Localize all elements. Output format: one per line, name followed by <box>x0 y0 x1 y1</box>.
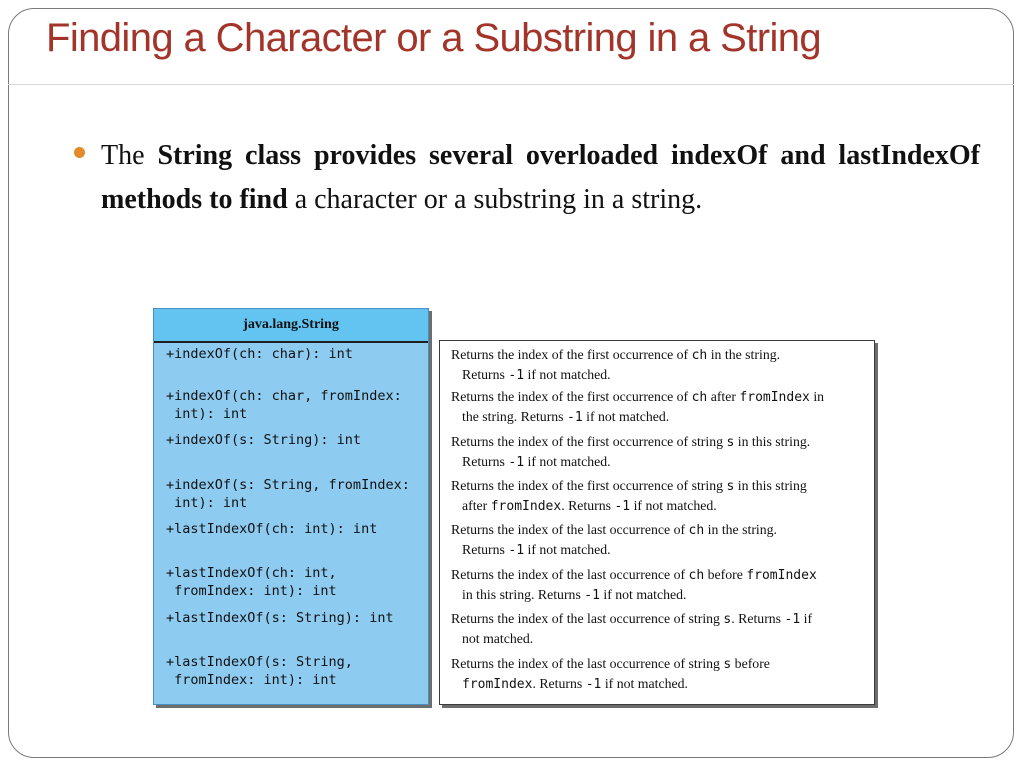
description-line: Returns the index of the last occurrence of ch before fromIndex <box>451 567 817 583</box>
code-token: -1 <box>784 612 801 627</box>
code-token: -1 <box>567 410 583 425</box>
bullet-tail: a character or a substring in a string. <box>287 184 703 215</box>
description-line: Returns the index of the first occurrence of string s in this string. <box>451 434 811 450</box>
description-line: Returns the index of the last occurrence of ch in the string. <box>451 522 777 538</box>
description-line: Returns the index of the first occurrence of ch after fromIndex in <box>451 389 825 405</box>
uml-method: +indexOf(ch: char): int <box>166 346 353 362</box>
method-description <box>451 654 871 694</box>
code-token: -1 <box>614 499 631 514</box>
code-token: ch <box>691 390 708 405</box>
method-description <box>451 520 871 560</box>
uml-method: +indexOf(s: String, fromIndex: int): int <box>166 477 410 511</box>
description-line: after fromIndex. Returns -1 if not matched. <box>462 498 717 514</box>
description-line: Returns -1 if not matched. <box>462 454 611 470</box>
uml-class-name: java.lang.String <box>154 309 428 343</box>
description-line: Returns the index of the first occurrence of ch in the string. <box>451 347 781 363</box>
code-token: ch <box>691 348 708 363</box>
uml-method: +lastIndexOf(s: String): int <box>166 610 394 626</box>
code-token: fromIndex <box>490 499 562 514</box>
description-line: the string. Returns -1 if not matched. <box>462 409 670 425</box>
method-descriptions <box>439 340 875 705</box>
code-token: -1 <box>508 543 525 558</box>
method-description <box>451 387 871 427</box>
method-description <box>451 345 871 385</box>
code-token: s <box>726 435 735 450</box>
code-token: fromIndex <box>462 677 533 692</box>
code-token: s <box>726 479 735 494</box>
code-token: ch <box>688 568 705 583</box>
bullet-dot-icon <box>74 147 85 158</box>
code-token: s <box>723 657 732 672</box>
description-line: Returns the index of the last occurrence of string s before <box>451 656 770 672</box>
method-description <box>451 565 871 605</box>
method-description <box>451 609 871 648</box>
title-divider <box>8 84 1014 85</box>
description-line: Returns -1 if not matched. <box>462 367 611 383</box>
bullet-text <box>101 134 980 222</box>
method-description <box>451 476 871 516</box>
uml-method: +lastIndexOf(ch: int): int <box>166 521 378 537</box>
slide-title: Finding a Character or a Substring in a String <box>46 16 822 60</box>
bullet-lead: The <box>101 140 158 171</box>
bullet-bold: String class provides several overloaded indexOf and lastIndexOf methods to find <box>101 140 981 215</box>
uml-method: +indexOf(ch: char, fromIndex: int): int <box>166 388 402 422</box>
code-token: fromIndex <box>746 568 817 583</box>
description-line: in this string. Returns -1 if not matched. <box>462 587 687 603</box>
method-description <box>451 432 871 472</box>
uml-class-diagram <box>153 308 429 705</box>
code-token: -1 <box>585 677 602 692</box>
description-line: Returns -1 if not matched. <box>462 542 611 558</box>
uml-method: +lastIndexOf(s: String, fromIndex: int): int <box>166 654 353 688</box>
uml-method: +indexOf(s: String): int <box>166 432 362 448</box>
description-line: Returns the index of the last occurrence of string s. Returns -1 if <box>451 611 813 627</box>
code-token: -1 <box>584 588 600 603</box>
code-token: s <box>723 612 732 627</box>
code-token: ch <box>688 523 705 538</box>
code-token: -1 <box>508 455 525 470</box>
description-line: Returns the index of the first occurrence of string s in this string <box>451 478 807 494</box>
description-line: not matched. <box>462 631 534 646</box>
uml-method: +lastIndexOf(ch: int, fromIndex: int): int <box>166 565 337 599</box>
bullet-point <box>74 134 980 222</box>
code-token: fromIndex <box>739 390 810 405</box>
description-line: fromIndex. Returns -1 if not matched. <box>462 676 688 692</box>
code-token: -1 <box>508 368 525 383</box>
